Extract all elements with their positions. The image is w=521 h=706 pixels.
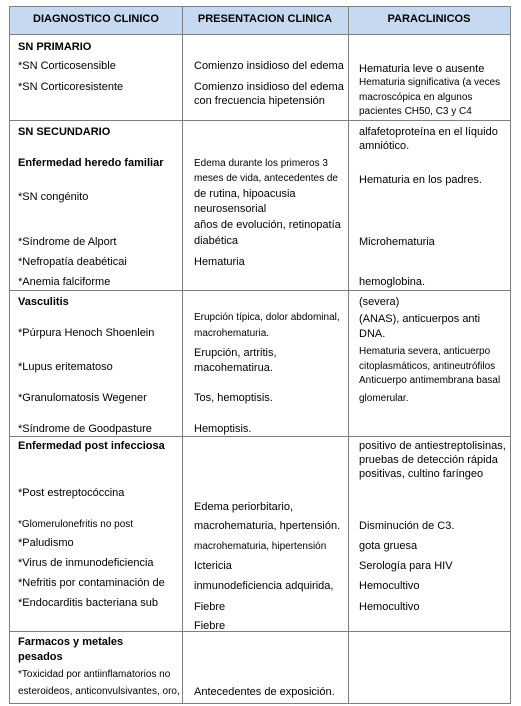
diagnosis-item: *Síndrome de Goodpasture — [18, 423, 152, 435]
presentation-text: Hemoptisis. — [194, 423, 252, 435]
presentation-text: macohematirua. — [194, 362, 273, 374]
paraclinical-text: macroscópica en algunos — [359, 92, 473, 103]
paraclinical-text: Serología para HIV — [359, 560, 453, 572]
clinical-table — [9, 6, 511, 704]
paraclinical-text: citoplasmáticos, antineutrófilos — [359, 361, 496, 372]
paraclinical-text: Hematuria significativa (a veces — [359, 77, 501, 88]
presentation-text: de rutina, hipoacusia — [194, 188, 296, 200]
paraclinical-text: Hemocultivo — [359, 601, 420, 613]
presentation-text: neurosensorial — [194, 203, 267, 215]
header-paraclinicos — [348, 7, 510, 35]
paraclinical-text: Hematuria leve o ausente — [359, 63, 485, 75]
diagnosis-item: *Granulomatosis Wegener — [18, 392, 147, 404]
diagnosis-item: *Toxicidad por antiinflamatorios no — [18, 669, 171, 680]
paraclinical-text: DNA. — [359, 328, 386, 340]
presentation-text: Erupción típica, dolor abdominal, — [194, 312, 340, 323]
diagnosis-item: *Virus de inmunodeficiencia — [18, 557, 154, 569]
presentation-text: años de evolución, retinopatía — [194, 219, 341, 231]
paraclinical-text: pacientes CH50, C3 y C4 — [359, 106, 472, 117]
section-title: SN SECUNDARIO — [18, 126, 111, 138]
paraclinical-text: positivo de antiestreptolisinas, — [359, 440, 506, 452]
section-subtitle: Enfermedad heredo familiar — [18, 157, 164, 169]
section-title: Vasculitis — [18, 296, 69, 308]
diagnosis-item: *Síndrome de Alport — [18, 236, 117, 248]
diagnosis-item: *Endocarditis bacteriana sub — [18, 597, 159, 609]
section-divider — [10, 120, 510, 121]
presentation-text: Erupción, artritis, — [194, 347, 277, 359]
presentation-text: macrohematuria. — [194, 328, 270, 339]
presentation-text: diabética — [194, 235, 239, 247]
paraclinical-text: positivas, cultino faríngeo — [359, 468, 484, 480]
section-title: SN PRIMARIO — [18, 41, 92, 53]
diagnosis-item: *Nefropatía deabéticai — [18, 256, 127, 268]
section-divider — [10, 290, 510, 291]
paraclinical-text: (ANAS), anticuerpos anti — [359, 313, 481, 325]
presentation-text: macrohematuria, hipertensión — [194, 541, 327, 552]
paraclinical-text: gota gruesa — [359, 540, 418, 552]
diagnosis-item: *SN congénito — [18, 191, 89, 203]
presentation-text: Comienzo insidioso del edema — [194, 60, 344, 72]
diagnosis-item: *Lupus eritematoso — [18, 361, 113, 373]
column-divider — [182, 7, 183, 703]
presentation-text: Fiebre — [194, 620, 226, 632]
header-label: PRESENTACION CLINICA — [197, 13, 333, 25]
paraclinical-text: glomerular. — [359, 393, 409, 404]
presentation-text: Tos, hemoptisis. — [194, 392, 273, 404]
paraclinical-text: alfafetoproteína en el líquido — [359, 126, 498, 138]
paraclinical-text: hemoglobina. — [359, 276, 426, 288]
diagnosis-item: *Post estreptocóccina — [18, 487, 125, 499]
header-diagnostico — [10, 7, 182, 35]
paraclinical-text: Microhematuria — [359, 236, 435, 248]
presentation-text: Edema durante los primeros 3 — [194, 158, 328, 169]
section-title: Enfermedad post infecciosa — [18, 440, 165, 452]
presentation-text: meses de vida, antecedentes de — [194, 173, 338, 184]
presentation-text: inmunodeficiencia adquirida, — [194, 580, 334, 592]
section-divider — [10, 631, 510, 632]
paraclinical-text: amniótico. — [359, 140, 410, 152]
header-presentacion — [182, 7, 348, 35]
paraclinical-text: (severa) — [359, 296, 400, 308]
section-divider — [10, 436, 510, 437]
presentation-text: Antecedentes de exposición. — [194, 686, 335, 698]
header-label: PARACLINICOS — [387, 13, 471, 25]
presentation-text: Hematuria — [194, 256, 245, 268]
diagnosis-item: esteroideos, anticonvulsivantes, oro, — [18, 686, 180, 697]
column-divider — [348, 7, 349, 703]
presentation-text: macrohematuria, hpertensión. — [194, 520, 341, 532]
presentation-text: con frecuencia hipetensión — [194, 95, 325, 107]
section-title: pesados — [18, 651, 63, 663]
presentation-text: Edema periorbitario, — [194, 501, 294, 513]
paraclinical-text: Anticuerpo antimembrana basal — [359, 375, 501, 386]
paraclinical-text: pruebas de detección rápida — [359, 454, 498, 466]
paraclinical-text: Hemocultivo — [359, 580, 420, 592]
diagnosis-item: *Paludismo — [18, 537, 74, 549]
diagnosis-item: *Anemia falciforme — [18, 276, 111, 288]
header-label: DIAGNOSTICO CLINICO — [33, 13, 159, 25]
paraclinical-text: Hematuria severa, anticuerpo — [359, 346, 491, 357]
diagnosis-item: *SN Corticosensible — [18, 60, 116, 72]
diagnosis-item: *Púrpura Henoch Shoenlein — [18, 327, 155, 339]
presentation-text: Ictericia — [194, 560, 232, 572]
presentation-text: Fiebre — [194, 601, 226, 613]
diagnosis-item: *Glomerulonefritis no post — [18, 519, 134, 530]
paraclinical-text: Disminución de C3. — [359, 520, 455, 532]
section-title: Farmacos y metales — [18, 636, 124, 648]
diagnosis-item: *Nefritis por contaminación de — [18, 577, 165, 589]
diagnosis-item: *SN Corticoresistente — [18, 81, 124, 93]
paraclinical-text: Hematuria en los padres. — [359, 174, 482, 186]
presentation-text: Comienzo insidioso del edema — [194, 81, 344, 93]
